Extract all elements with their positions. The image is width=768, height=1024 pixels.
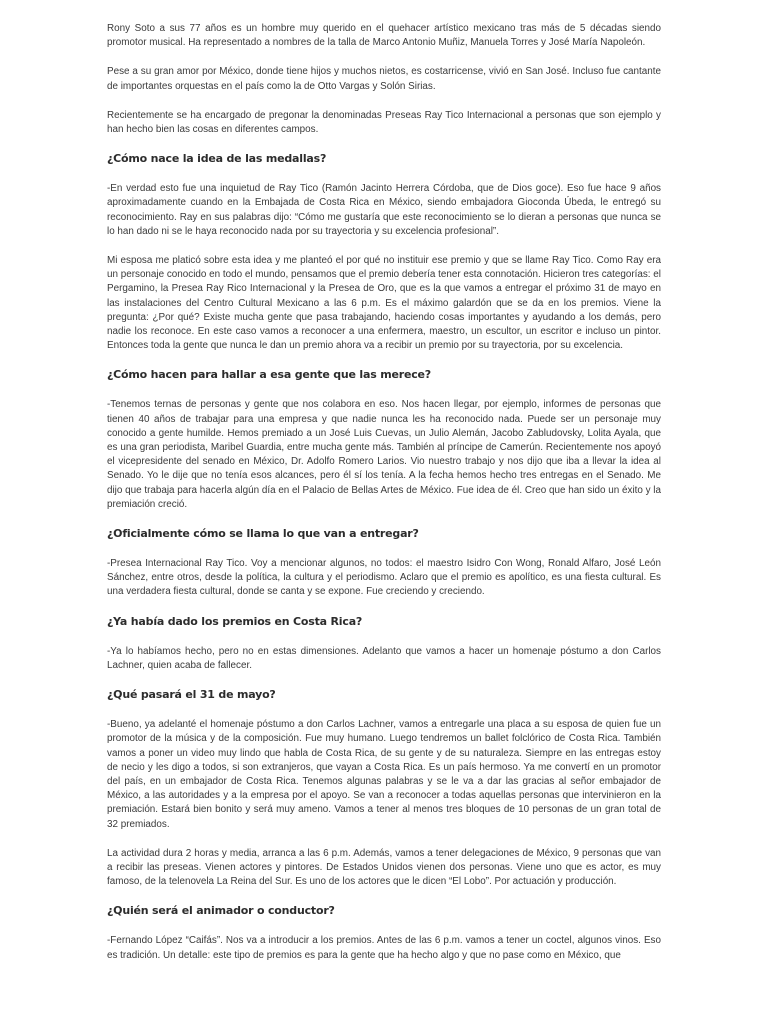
question-heading-4: ¿Ya había dado los premios en Costa Rica?: [107, 614, 363, 628]
question-heading-5: ¿Qué pasará el 31 de mayo?: [107, 688, 276, 702]
paragraph-intro-1: Rony Soto a sus 77 años es un hombre muy querido en el quehacer artístico mexicano tras más de 5 décadas siendo promotor musical. Ha representado a nombres de la talla de Marco Antonio Muñiz, Manuela Torres y José María Napoleón.: [107, 23, 661, 49]
paragraph-intro-2: Pese a su gran amor por México, donde tiene hijos y muchos nietos, es costarricense, vivió en San José. Incluso fue cantante de importantes orquestas en el país como la de Otto Vargas y Solón Sirias.: [107, 66, 661, 92]
question-heading-1: ¿Cómo nace la idea de las medallas?: [107, 152, 327, 166]
answer-paragraph-5a: -Bueno, ya adelanté el homenaje póstumo a don Carlos Lachner, vamos a entregarle una placa a su esposa de quien fue un promotor de la música y de la composición. Fue muy humano. Luego tendremos un ballet folclórico de Costa Rica. También vamos a poner un video muy lindo que habla de Costa Rica, de su gente y de su naturaleza. Siempre en las entregas estoy de necio y les digo a todos, si son extranjeros, que vayan a Costa Rica. Es un país hermoso. Ya me convertí en un promotor del país, en un embajador de Costa Rica. Tenemos algunas palabras y se le va a dar las gracias al señor embajador de México, a las autoridades y a la empresa por el apoyo. Se van a reconocer a todas aquellas personas que intervinieron en la premiación. Estará bien bonito y será muy ameno. Vamos a tener al menos tres bloques de 10 personas de un gran total de 32 premiados.: [107, 719, 661, 830]
question-heading-6: ¿Quién será el animador o conductor?: [107, 904, 335, 918]
answer-paragraph-3: -Presea Internacional Ray Tico. Voy a mencionar algunos, no todos: el maestro Isidro Con Wong, Ronald Alfaro, José León Sánchez, entre otros, desde la política, la cultura y el periodismo. Aclaro que el premio es apolítico, es una fiesta cultural. Es una verdadera fiesta cultural, donde se canta y se expone. Fue creciendo y creciendo.: [107, 558, 661, 598]
answer-paragraph-1a: -En verdad esto fue una inquietud de Ray Tico (Ramón Jacinto Herrera Córdoba, que de Dios goce). Eso fue hace 9 años aproximadamente cuando en la Embajada de Costa Rica en México, siendo embajadora Gioconda Úbeda, le entregó su reconocimiento. Ray en sus palabras dijo: “Cómo me gustaría que este reconocimiento se lo dieran a personas que nunca se lo han dado ni se le haya reconocido nada por su trayectoria y su excelencia profesional”.: [107, 183, 661, 237]
answer-paragraph-6: -Fernando López “Caifás”. Nos va a introducir a los premios. Antes de las 6 p.m. vamos a tener un coctel, algunos vinos. Eso es tradición. Un detalle: este tipo de premios es para la gente que ha hecho algo y que no pase como en México, que: [107, 935, 661, 961]
question-heading-2: ¿Cómo hacen para hallar a esa gente que las merece?: [107, 368, 431, 382]
answer-paragraph-4: -Ya lo habíamos hecho, pero no en estas dimensiones. Adelanto que vamos a hacer un homenaje póstumo a don Carlos Lachner, quien acaba de fallecer.: [107, 645, 661, 671]
answer-paragraph-5b: La actividad dura 2 horas y media, arranca a las 6 p.m. Además, vamos a tener delegaciones de México, 9 personas que van a recibir las preseas. Vienen actores y pintores. De Estados Unidos vienen dos personas. Viene uno que es actor, es muy famoso, de la telenovela La Reina del Sur. Es uno de los actores que le dicen “El Lobo”. Por actuación y producción.: [107, 847, 661, 888]
answer-paragraph-1b: Mi esposa me platicó sobre esta idea y me planteó el por qué no instituir ese premio y que se llame Ray Tico. Como Ray era un personaje conocido en todo el mundo, pensamos que el premio debería tener esta connotación. Hicieron tres categorías: el Pergamino, la Presea Ray Rico Internacional y la Presea de Oro, que es la que vamos a entregar el próximo 31 de mayo en las instalaciones del Centro Cultural Mexicano a las 6 p.m. Es el máximo galardón que se da en los premios. Viene la pregunta: ¿Por qué? Existe mucha gente que pasa trabajando, haciendo cosas importantes y ayudando a los demás, pero nadie los reconoce. En este caso vamos a reconocer a una enfermera, maestro, un escultor, un escritor e incluso un pintor. Entonces toda la gente que nunca le dan un premio ahora va a recibir un premio por su trayectoria, por su excelencia.: [107, 255, 661, 352]
question-heading-3: ¿Oficialmente cómo se llama lo que van a entregar?: [107, 527, 419, 541]
answer-paragraph-2: -Tenemos ternas de personas y gente que nos colabora en eso. Nos hacen llegar, por ejemplo, informes de personas que tienen 40 años de trabajar para una empresa y que nadie nunca les ha reconocido nada. Puede ser un personaje muy conocido a gente humilde. Hemos premiado a un José Luis Cuevas, un Julio Alemán, Jacobo Zabludovsky, Lolita Ayala, que es una gran periodista, Maribel Guardia, entre mucha gente más. También al príncipe de Camerún. Recientemente nos apoyó el vicepresidente del senado en México, Dr. Adolfo Romero Larios. Vio nuestro trabajo y nos dijo que iba a llevar la idea al Senado. Yo le dije que no tenía esos alcances, pero él sí los tenía. A la fecha hemos hecho tres entregas en el Senado. Me dijo que trabaja para hacerla algún día en el Palacio de Bellas Artes de México. Fue idea de él. Creo que han sido un éxito y la premiación creció.: [107, 399, 661, 510]
paragraph-intro-3: Recientemente se ha encargado de pregonar la denominadas Preseas Ray Tico Internacional a personas que son ejemplo y han hecho bien las cosas en diferentes campos.: [107, 109, 661, 136]
